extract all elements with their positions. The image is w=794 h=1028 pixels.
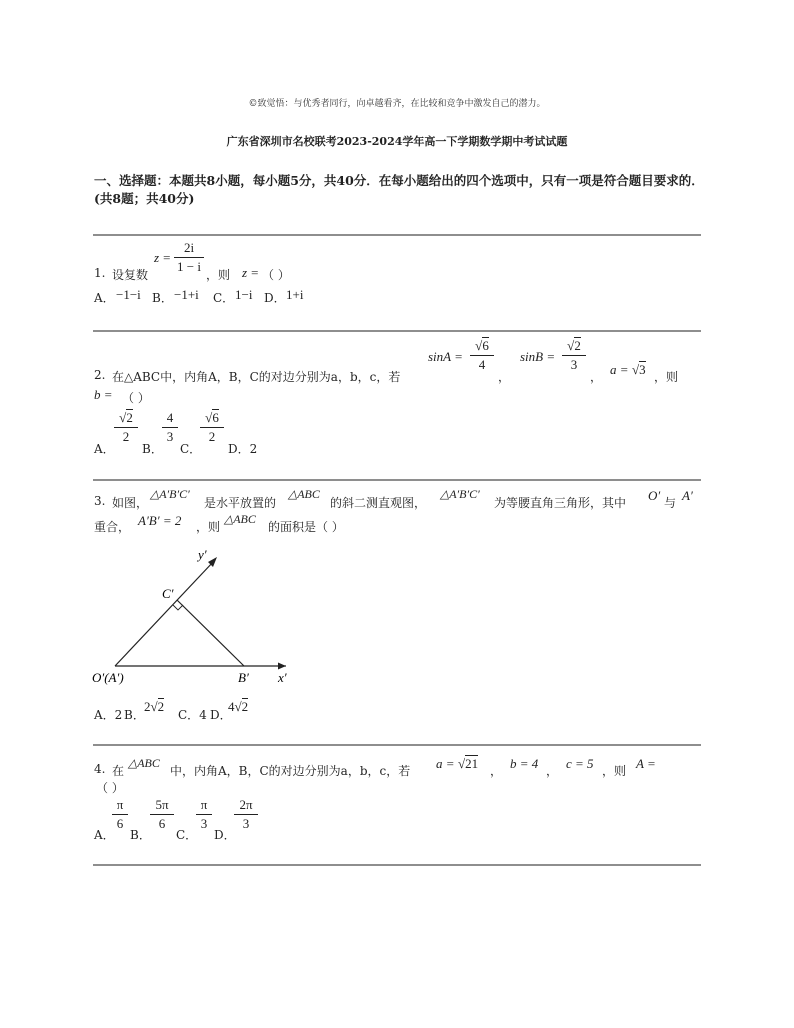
q4-option-a-letter[interactable]: A． [94,828,115,842]
q2-a-rad: 3 [639,362,646,377]
q3-option-c[interactable]: C．4 [178,708,207,722]
q1-z-eq: z = [154,250,172,265]
triangle-side-cb [177,600,244,666]
q2-option-c-num: 6 [212,410,219,425]
q4-comma: ， [546,764,559,778]
q1-option-b-letter[interactable]: B． [152,291,173,305]
frac-bar [150,814,174,815]
q2-sinb-num: 2 [574,338,581,353]
q1-option-c-letter[interactable]: C． [213,291,235,305]
q1-option-c-value[interactable]: 1−i [235,287,253,302]
q2-sina-den: 4 [478,357,486,372]
q2-option-a-fraction[interactable]: √2 2 [114,410,138,445]
q4-option-a-fraction[interactable] [112,797,128,832]
label-o: O′(A′) [92,670,124,685]
exam-title: 广东省深圳市名校联考2023-2024学年高一下学期数学期中考试试题 [226,135,568,148]
x-axis-arrow [278,663,286,670]
q2-option-b-num: 4 [166,410,174,425]
frac-bar [112,814,128,815]
q3-text: 的斜二测直观图， [330,496,427,510]
q1-paren: （ ） [262,268,290,282]
q1-frac-den: 1 − i [177,259,201,274]
q3-option-d-letter[interactable]: D． [210,708,232,722]
q3-text: 与 [664,496,677,510]
q1-option-d-value[interactable]: 1+i [286,287,304,302]
q2-tail: ，则 [654,370,679,384]
q4-a-eq: a = [436,756,455,771]
q4-tail: ，则 [602,764,627,778]
q3-option-b-value[interactable]: 2√2 [144,699,165,714]
label-y: y′ [198,547,207,562]
q1-option-a-value[interactable]: −1−i [116,287,141,302]
frac-bar [234,814,258,815]
q4-option-b-letter[interactable]: B． [130,828,151,842]
q2-stem: 在△ABC中，内角A，B，C的对边分别为a，b，c，若 [112,370,401,384]
divider [93,234,701,236]
q4-option-b-num: 5π [155,797,169,812]
q2-option-c-fraction[interactable]: √6 2 [200,410,224,445]
frac-bar [200,427,224,428]
q2-sina: sinA = [428,349,463,364]
question-number: 1. [94,266,106,280]
frac-bar [562,355,586,356]
q2-option-b-den: 3 [166,429,174,444]
q3-option-a[interactable]: A．2 [94,708,123,722]
q3-option-d-coef: 4 [228,699,235,714]
q2-option-b-letter[interactable]: B． [142,442,163,456]
q1-z-eq2: z = [242,265,260,280]
label-b: B′ [238,670,249,685]
q4-triangle: △ABC [128,756,160,770]
q4-text: 中，内角A，B，C的对边分别为a，b，c，若 [170,764,411,778]
q2-option-a-letter[interactable]: A． [94,442,115,456]
q2-sinb: sinB = [520,349,556,364]
y-axis [115,561,214,666]
section-heading: 一、选择题：本题共8小题，每小题5分，共40分．在每小题给出的四个选项中，只有一项是符合题目要求的．(共8题；共40分) [94,173,704,206]
q3-option-d-rad: 2 [241,699,249,714]
q1-frac-num: 2i [183,240,195,255]
q3-text: ，则 [196,520,221,534]
q3-text: 的面积是（ ） [268,520,344,534]
q1-fraction [174,240,204,275]
q4-option-c-fraction[interactable] [196,797,212,832]
q1-stem: 设复数 [112,268,149,282]
label-c: C′ [162,586,174,601]
q4-paren: （ ） [96,781,124,795]
frac-bar [114,427,138,428]
q3-triangle: △ABC [224,512,256,526]
q2-option-a-num: 2 [126,410,133,425]
q2-comma: ， [590,370,603,384]
divider [93,864,701,866]
q4-option-b-fraction[interactable] [150,797,174,832]
frac-bar [174,257,204,258]
q2-sinb-fraction: √2 3 [562,338,586,373]
q3-triangle: △A′B′C′ [150,487,190,501]
q4-option-c-letter[interactable]: C． [176,828,198,842]
q4-option-a-num: π [116,797,124,812]
q2-option-c-letter[interactable]: C． [180,442,202,456]
right-angle-mark [173,605,183,610]
divider [93,330,701,332]
q2-option-d[interactable]: D．2 [228,442,258,456]
q4-option-d-den: 3 [242,816,250,831]
q2-option-b-fraction[interactable] [162,410,178,445]
q3-o: O′ [648,488,661,503]
q4-option-a-den: 6 [116,816,124,831]
q2-option-a-den: 2 [122,429,130,444]
q4-option-d-letter[interactable]: D． [214,828,236,842]
q3-triangle: △ABC [288,487,320,501]
q3-text: 如图， [112,496,149,510]
q4-option-c-den: 3 [200,816,208,831]
question-number: 3. [94,494,106,508]
q3-triangle: △A′B′C′ [440,487,480,501]
q4-c-eq: c = 5 [566,756,594,771]
divider [93,479,701,481]
q3-option-b-letter[interactable]: B． [124,708,145,722]
q4-option-d-fraction[interactable] [234,797,258,832]
q3-text: 为等腰直角三角形，其中 [494,496,627,510]
q2-b-eq: b = [94,387,113,402]
label-x: x′ [278,670,287,685]
q3-figure [90,540,300,685]
q3-option-b-coef: 2 [144,699,151,714]
q2-a-sqrt: √3 [632,362,646,377]
frac-bar [196,814,212,815]
q3-option-b-rad: 2 [157,699,165,714]
question-number: 2. [94,368,106,382]
q4-option-b-den: 6 [158,816,166,831]
q4-A-eq: A = [636,756,656,771]
q4-a-rad: 21 [465,756,479,771]
q2-a-eq: a = [610,362,629,377]
question-number: 4. [94,762,106,776]
frac-bar [470,355,494,356]
q4-option-d-num: 2π [239,797,253,812]
q2-sina-fraction: √6 4 [470,338,494,373]
q3-text: 是水平放置的 [204,496,277,510]
q2-sinb-den: 3 [570,357,578,372]
q1-option-d-letter[interactable]: D． [264,291,286,305]
q4-option-c-num: π [200,797,208,812]
divider [93,744,701,746]
q3-eq: A′B′ = 2 [138,513,182,528]
frac-bar [162,427,178,428]
q1-option-b-value[interactable]: −1+i [174,287,199,302]
q2-comma: ， [498,370,511,384]
q2-option-c-den: 2 [208,429,216,444]
q4-text: 在 [112,764,125,778]
q3-a: A′ [682,488,693,503]
q4-b-eq: b = 4 [510,756,539,771]
q3-option-d-value[interactable]: 4√2 [228,699,249,714]
q2-sina-num: 6 [482,338,489,353]
q2-paren: （ ） [122,391,150,405]
q1-mid: ，则 [206,268,231,282]
page-motto: ©致觉悟：与优秀者同行，向卓越看齐，在比较和竞争中激发自己的潜力。 [248,99,546,109]
q4-a-sqrt: √21 [458,756,479,771]
q1-option-a-letter[interactable]: A． [94,291,115,305]
q4-comma: ， [490,764,503,778]
q3-text: 重合， [94,520,131,534]
